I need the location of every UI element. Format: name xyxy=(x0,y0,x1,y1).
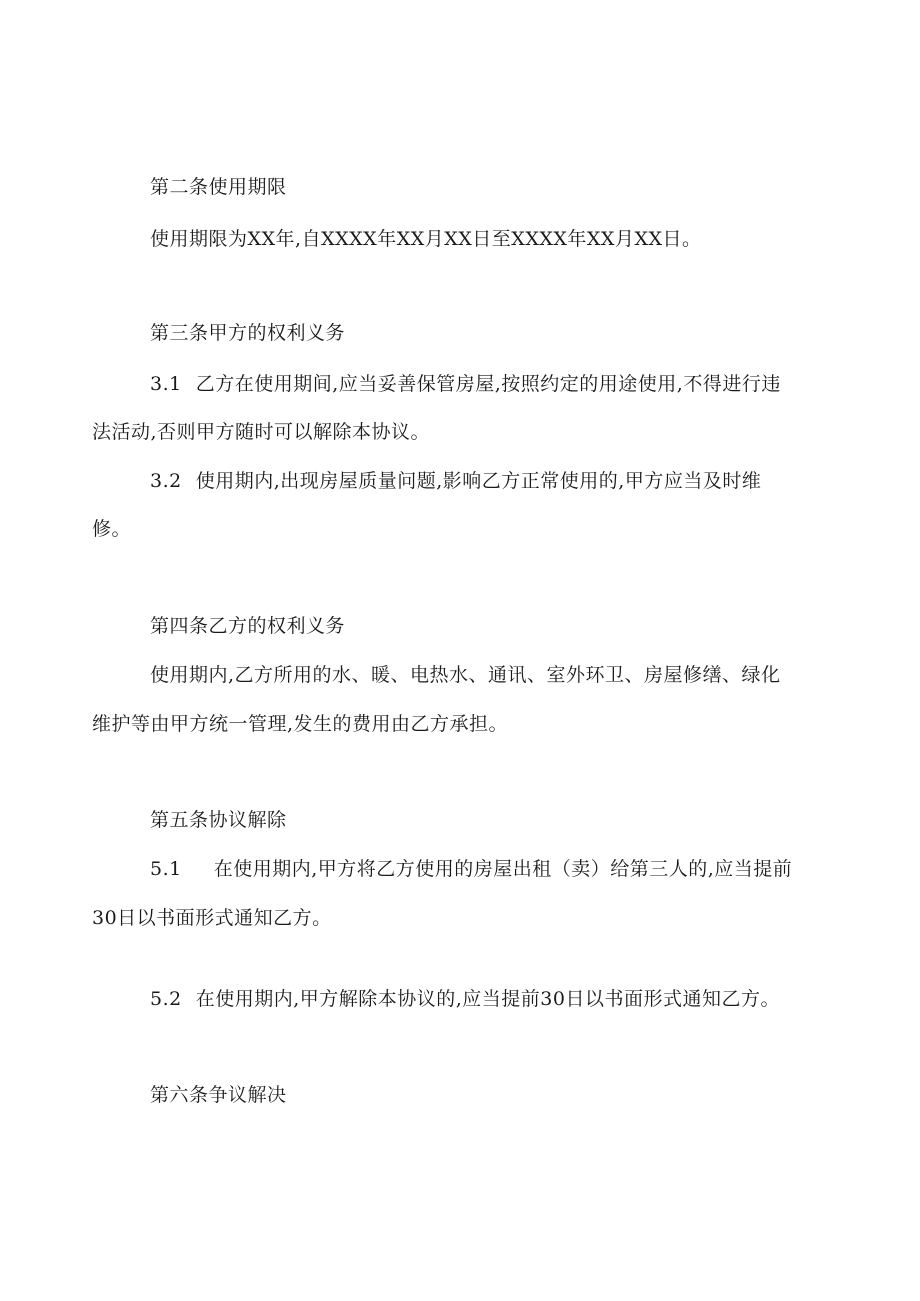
article-2-body: 使用期限为XX年,自XXXX年XX月XX日至XXXX年XX月XX日。 xyxy=(150,228,702,250)
clause-5-2-text: 在使用期内,甲方解除本协议的,应当提前30日以书面形式通知乙方。 xyxy=(195,988,780,1010)
article-4-line-1: 使用期内,乙方所用的水、暖、电热水、通讯、室外环卫、房屋修缮、绿化 xyxy=(150,664,781,686)
article-6-heading: 第六条争议解决 xyxy=(150,1084,287,1106)
clause-5-1-number: 5.1 xyxy=(150,858,182,880)
clause-3-2-number: 3.2 xyxy=(150,470,182,492)
clause-5-2-line-1 xyxy=(150,986,780,1012)
clause-3-1-line-2: 法活动,否则甲方随时可以解除本协议。 xyxy=(92,421,431,443)
clause-5-1-text: 在使用期内,甲方将乙方使用的房屋出租（卖）给第三人的,应当提前 xyxy=(213,858,793,880)
clause-5-2-number: 5.2 xyxy=(150,988,182,1010)
clause-3-1-text: 乙方在使用期间,应当妥善保管房屋,按照约定的用途使用,不得进行违 xyxy=(195,373,781,395)
clause-3-2-line-1 xyxy=(150,468,761,494)
clause-3-2-text: 使用期内,出现房屋质量问题,影响乙方正常使用的,甲方应当及时维 xyxy=(195,470,762,492)
clause-5-1-line-2: 30日以书面形式通知乙方。 xyxy=(92,907,332,929)
article-4-heading: 第四条乙方的权利义务 xyxy=(150,615,346,637)
article-5-heading: 第五条协议解除 xyxy=(150,809,287,831)
article-4-line-2: 维护等由甲方统一管理,发生的费用由乙方承担。 xyxy=(92,713,509,735)
article-2-heading: 第二条使用期限 xyxy=(150,176,287,198)
clause-3-2-line-2: 修。 xyxy=(92,518,132,540)
article-3-heading: 第三条甲方的权利义务 xyxy=(150,322,346,344)
clause-3-1-line-1 xyxy=(150,371,781,397)
clause-3-1-number: 3.1 xyxy=(150,373,182,395)
clause-5-1-line-1 xyxy=(150,856,792,882)
